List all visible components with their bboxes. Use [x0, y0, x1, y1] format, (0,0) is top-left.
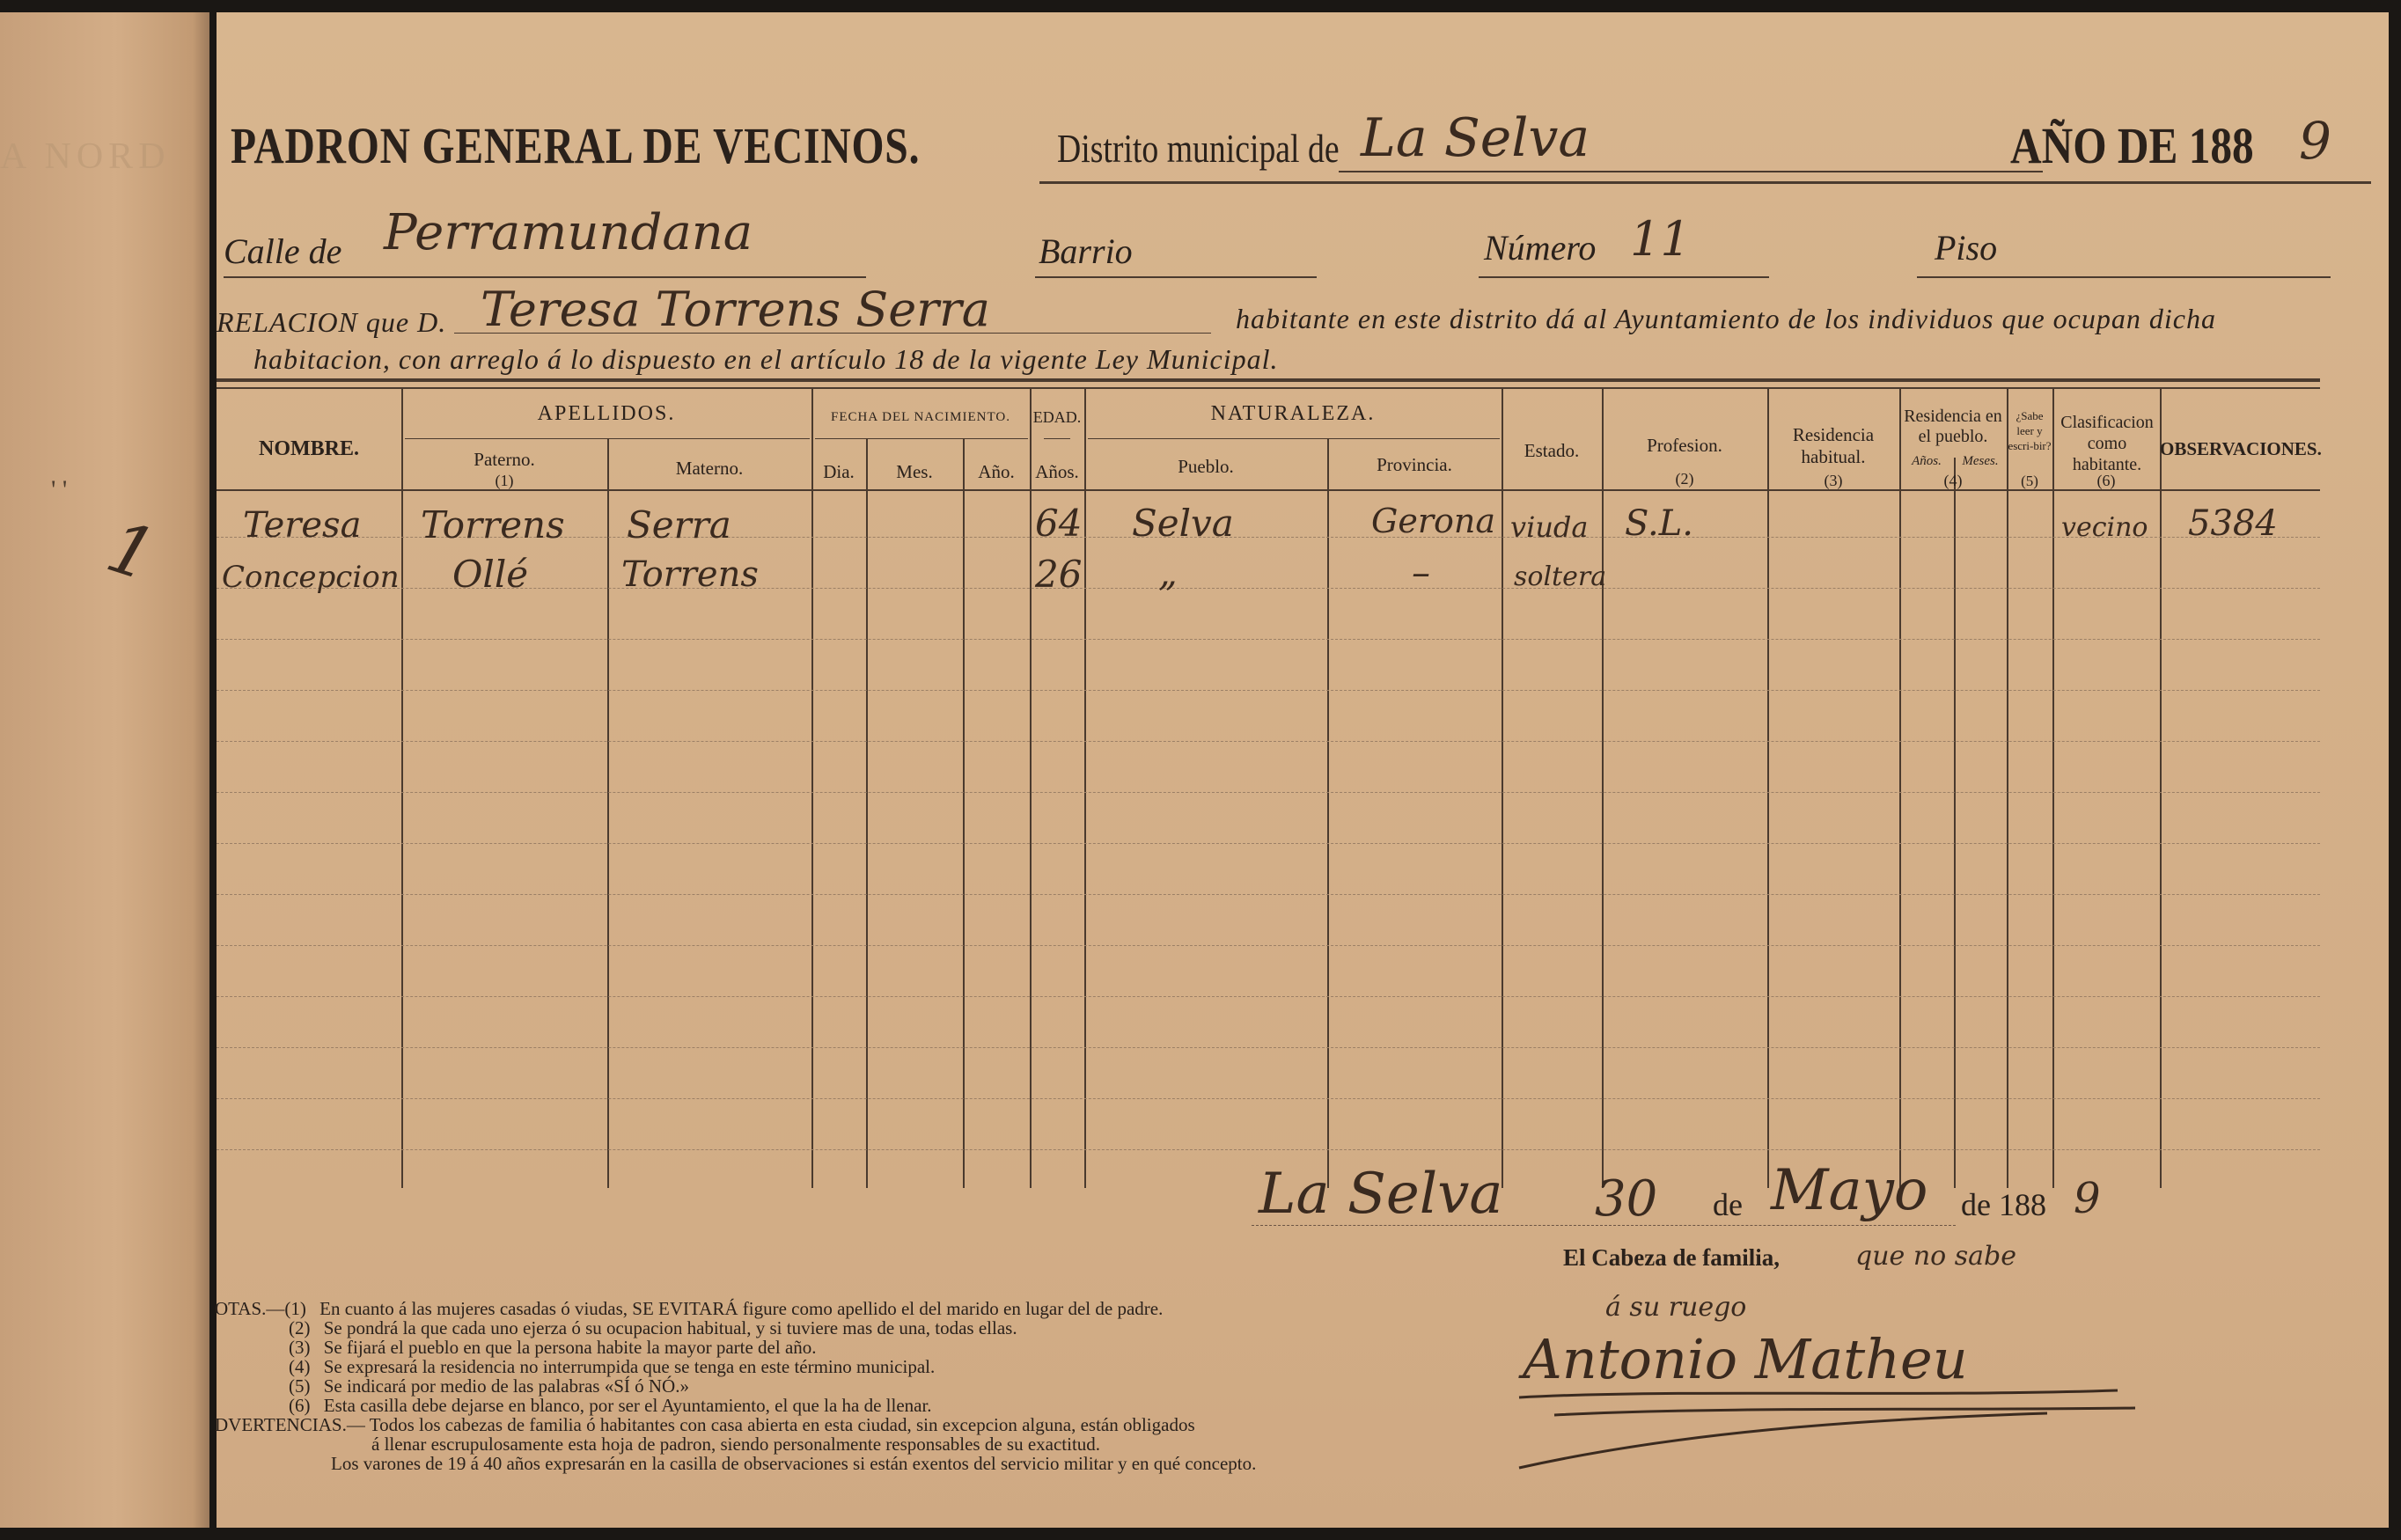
- district-double-rule: [1039, 181, 2043, 184]
- col-line: [1954, 458, 1956, 1188]
- col-mes: Mes.: [896, 461, 933, 482]
- form-title: PADRON GENERAL DE VECINOS.: [231, 117, 921, 174]
- col-materno: Materno.: [675, 458, 744, 479]
- table-top-rule: [217, 378, 2320, 382]
- col-line: [401, 387, 403, 1188]
- note-6: [289, 1396, 932, 1415]
- col-line: [866, 438, 868, 1188]
- row1-provincia: Gerona: [1371, 502, 1496, 540]
- year-value: 9: [2299, 111, 2331, 171]
- note-4-text: Se expresará la residencia no interrumpida que se tenga en este término municipal.: [323, 1356, 936, 1377]
- note-5: [289, 1376, 689, 1396]
- note-9-text: Los varones de 19 á 40 años expresarán en la casilla de observaciones si están exentos del servicio militar y en qué concepto.: [331, 1453, 1257, 1474]
- fecha-underline: [815, 438, 1028, 439]
- note-4-prefix: (4): [289, 1356, 311, 1377]
- flourish-stroke: [1519, 1390, 2135, 1468]
- footer-month: Mayo: [1771, 1158, 1928, 1223]
- barrio-underline: [1035, 276, 1317, 278]
- relacion-name: Teresa Torrens Serra: [481, 282, 990, 337]
- relacion-prefix: RELACION que D.: [217, 306, 447, 338]
- year-rule: [2010, 181, 2371, 184]
- note-9: [331, 1454, 1256, 1473]
- row1-pueblo: Selva: [1132, 502, 1234, 545]
- note-6-text: Esta casilla debe dejarse en blanco, por ser el Ayuntamiento, el que la ha de llenar.: [323, 1395, 932, 1416]
- edad-underline: [1044, 438, 1070, 439]
- ruled-line: [217, 741, 2320, 742]
- col-observaciones: OBSERVACIONES.: [2160, 438, 2322, 459]
- note-1-prefix: OTAS.—(1): [215, 1298, 306, 1319]
- row2-paterno: Ollé: [452, 553, 529, 596]
- note-4: [289, 1357, 935, 1376]
- cabeza-hand-2: á su ruego: [1605, 1292, 1747, 1323]
- col-fecha: FECHA DEL NACIMIENTO.: [831, 410, 1010, 424]
- col-clasificacion-note: (6): [2096, 472, 2116, 489]
- row2-provincia: –: [1412, 551, 1430, 594]
- note-7-prefix: DVERTENCIAS.—: [215, 1414, 365, 1435]
- col-provincia: Provincia.: [1377, 454, 1452, 475]
- col-line: [2007, 387, 2008, 1188]
- footer-date-underline: [1252, 1225, 1956, 1226]
- col-paterno-note: (1): [495, 472, 514, 489]
- street-label: Calle de: [224, 231, 342, 271]
- row1-estado: viuda: [1510, 510, 1589, 544]
- district-value: La Selva: [1361, 107, 1590, 169]
- col-line: [1602, 387, 1604, 1188]
- street-value: Perramundana: [384, 204, 753, 261]
- col-res-meses: Meses.: [1962, 454, 1999, 468]
- note-7-text: Todos los cabezas de familia ó habitantes con casa abierta en esta ciudad, sin excepcion alguna, están obligados: [369, 1414, 1195, 1435]
- cabeza-label: El Cabeza de familia,: [1563, 1244, 1780, 1271]
- ruled-line: [217, 690, 2320, 691]
- footer-de-year: de 188: [1961, 1187, 2046, 1222]
- row1-materno: Serra: [627, 503, 731, 546]
- table-top-rule-2: [217, 387, 2320, 389]
- margin-entry-number: 1: [97, 505, 166, 598]
- ruled-line: [217, 1098, 2320, 1099]
- col-apellidos: APELLIDOS.: [537, 402, 676, 425]
- col-line: [1327, 438, 1329, 1188]
- relacion-underline: [454, 333, 1211, 334]
- col-edad: EDAD.: [1032, 408, 1082, 426]
- cabeza-hand-1: que no sabe: [1855, 1241, 2016, 1272]
- col-residencia-pueblo-note: (4): [1943, 472, 1963, 489]
- footer-day: 30: [1595, 1170, 1658, 1228]
- col-residencia-pueblo: Residencia en el pueblo.: [1904, 407, 2002, 446]
- col-saber-leer-note: (5): [2021, 473, 2038, 489]
- col-clasificacion: Clasificacion como habitante.: [2060, 413, 2154, 474]
- note-6-prefix: (6): [289, 1395, 311, 1416]
- left-binding-strip: [0, 12, 209, 1528]
- footer-year-digit: 9: [2074, 1174, 2101, 1223]
- col-line: [1030, 387, 1032, 1188]
- row2-estado: soltera: [1514, 561, 1607, 592]
- ruled-line: [217, 639, 2320, 640]
- col-line: [963, 438, 965, 1188]
- col-ano: Año.: [978, 461, 1015, 482]
- footer-place: La Selva: [1259, 1162, 1503, 1227]
- ruled-line: [217, 1047, 2320, 1048]
- col-residencia-habitual: Residencia habitual.: [1792, 424, 1875, 467]
- note-8-text: á llenar escrupulosamente esta hoja de padron, siendo personalmente responsables de su exactitud.: [371, 1434, 1101, 1455]
- note-5-text: Se indicará por medio de las palabras «SÍ ó NÓ.»: [323, 1375, 689, 1397]
- note-2-prefix: (2): [289, 1317, 311, 1338]
- col-anos: Años.: [1035, 461, 1079, 482]
- note-3: [289, 1338, 817, 1357]
- col-line: [1084, 387, 1086, 1188]
- signature: Antonio Matheu: [1523, 1327, 1968, 1391]
- col-line: [1767, 387, 1769, 1188]
- row1-profesion: S.L.: [1625, 503, 1693, 544]
- numero-value: 11: [1630, 211, 1691, 267]
- col-line: [811, 387, 813, 1188]
- col-line: [2052, 387, 2054, 1188]
- row2-edad: 26: [1035, 553, 1083, 596]
- ruled-line: [217, 588, 2320, 589]
- row1-paterno: Torrens: [421, 503, 565, 546]
- col-line: [1502, 387, 1503, 1188]
- col-pueblo: Pueblo.: [1178, 456, 1234, 477]
- numero-label: Número: [1484, 228, 1597, 268]
- naturaleza-underline: [1088, 438, 1500, 439]
- district-underline: [1339, 171, 2043, 172]
- piso-label: Piso: [1935, 228, 1998, 268]
- strip-faded-mark: A NORD: [0, 136, 171, 177]
- col-res-anos: Años.: [1912, 454, 1942, 468]
- district-label: Distrito municipal de: [1057, 126, 1340, 171]
- signature-flourish: [1502, 1380, 2170, 1485]
- col-residencia-habitual-note: (3): [1824, 472, 1843, 489]
- note-7: [215, 1415, 1195, 1434]
- note-2-text: Se pondrá la que cada uno ejerza ó su ocupacion habitual, y si tuviere mas de una, todas ellas.: [323, 1317, 1017, 1338]
- ruled-line: [217, 792, 2320, 793]
- note-1-text: En cuanto á las mujeres casadas ó viudas, SE EVITARÁ figure como apellido el del marido en lugar del de padre.: [319, 1298, 1164, 1319]
- census-sheet: [97, 12, 2389, 1528]
- ruled-line: [217, 996, 2320, 997]
- strip-dots: ' ': [51, 475, 68, 504]
- col-line: [1899, 387, 1901, 1188]
- note-2: [289, 1318, 1017, 1338]
- col-line: [2160, 387, 2162, 1188]
- street-underline: [224, 276, 866, 278]
- piso-underline: [1917, 276, 2331, 278]
- row1-clasificacion: vecino: [2061, 512, 2148, 543]
- note-3-text: Se fijará el pueblo en que la persona habite la mayor parte del año.: [323, 1337, 817, 1358]
- barrio-label: Barrio: [1039, 231, 1133, 271]
- row1-observaciones: 5384: [2188, 503, 2278, 544]
- note-1: [215, 1299, 1163, 1318]
- col-profesion-note: (2): [1675, 470, 1694, 488]
- relacion-text-2: habitacion, con arreglo á lo dispuesto en el artículo 18 de la vigente Ley Municipal.: [253, 343, 1279, 375]
- row2-pueblo: „: [1158, 551, 1178, 594]
- note-5-prefix: (5): [289, 1375, 311, 1397]
- numero-underline: [1479, 276, 1769, 278]
- relacion-text-1: habitante en este distrito dá al Ayuntamiento de los individuos que ocupan dicha: [1236, 303, 2216, 334]
- row2-nombre: Concepcion: [222, 560, 400, 595]
- row1-edad: 64: [1035, 502, 1083, 545]
- col-dia: Dia.: [823, 461, 855, 482]
- col-nombre: NOMBRE.: [259, 437, 359, 460]
- ruled-line: [217, 894, 2320, 895]
- row2-materno: Torrens: [621, 554, 759, 595]
- apellidos-underline: [405, 438, 810, 439]
- note-3-prefix: (3): [289, 1337, 311, 1358]
- col-naturaleza: NATURALEZA.: [1210, 402, 1376, 425]
- col-profesion: Profesion.: [1647, 435, 1722, 456]
- col-paterno: Paterno.: [474, 449, 535, 470]
- col-estado: Estado.: [1524, 440, 1580, 461]
- year-label: AÑO DE 188: [2010, 117, 2254, 174]
- row1-nombre: Teresa: [243, 505, 362, 546]
- col-saber-leer: ¿Sabe leer y escri-bir?: [2008, 409, 2052, 452]
- note-8: [371, 1434, 1100, 1454]
- ruled-line: [217, 945, 2320, 946]
- footer-de-1: de: [1713, 1187, 1743, 1222]
- ruled-line: [217, 843, 2320, 844]
- col-line: [607, 438, 609, 1188]
- ruled-line: [217, 1149, 2320, 1150]
